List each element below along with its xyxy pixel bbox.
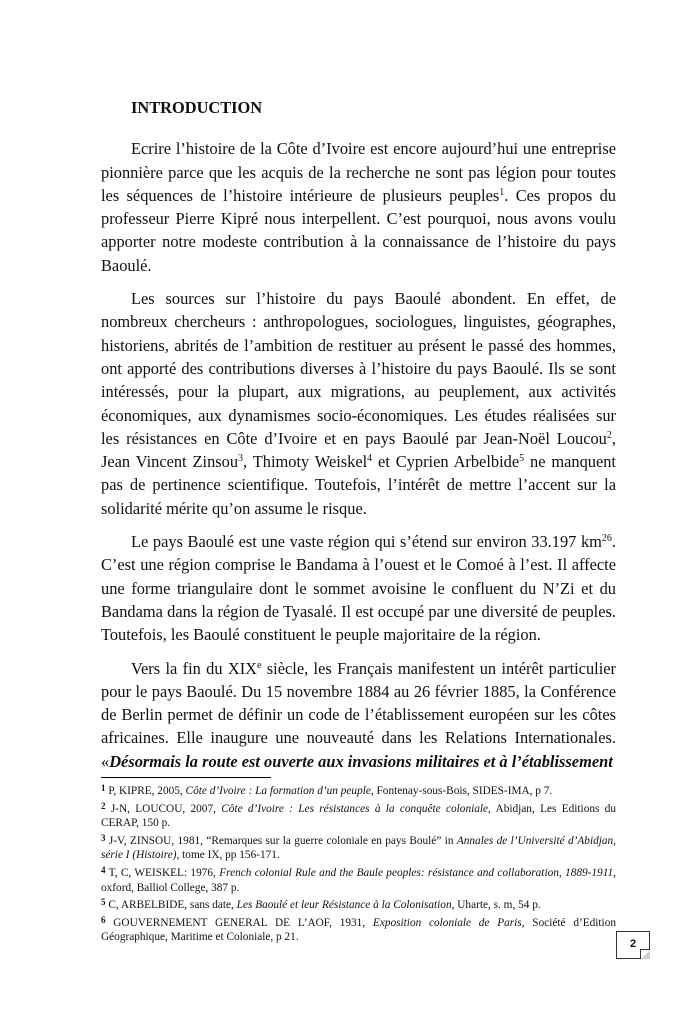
page-number-box (616, 931, 650, 959)
paragraph-4 (101, 657, 616, 773)
paragraph-2 (101, 287, 616, 520)
p2-text-a: Les sources sur l’histoire du pays Baoulé abondent. En effet, de nombreux chercheurs : anthropologues, sociologues, linguistes, géographes, historiens, abrités de l’ambition de restituer au présent le passé des hommes, ont apporté des contributions diverses à l’histoire du pays Baoulé. Ils se sont intéressés, pour la plupart, aux migrations, au peuplement, aux activités économiques, aux dynamismes socio-économiques. Les études réalisées sur les résistances en Côte d’Ivoire et en pays Baoulé par Jean-Noël Loucou (101, 289, 616, 448)
footnote (101, 781, 616, 799)
footnote-number: 2 (101, 800, 106, 811)
footnote-text: C, ARBELBIDE, sans date, (105, 899, 237, 912)
footnote-text: , Société d’Edition Géographique, Maritime et Coloniale, p 21. (101, 916, 616, 944)
p3-text-b: . C’est une région comprise le Bandama à l’ouest et le Comoé à l’est. Il affecte une forme triangulaire dont le sommet avoisine le confluent du N’Zi et du Bandama dans la région de Tyasalé. Il est occupé par une diversité de peuples. Toutefois, les Baoulé constituent le peuple majoritaire de la région. (101, 532, 616, 645)
p4-text-b: siècle, les Français manifestent un intérêt particulier pour le pays Baoulé. Du 15 novembre 1884 au 26 février 1885, la Conférence de Berlin permet de définir un code de l’établissement européen sur les côtes africaines. Elle inaugure une nouveauté dans les Relations Internationales. « (101, 658, 616, 771)
footnote-text: , tome IX, pp 156-171. (176, 849, 280, 862)
footnote (101, 831, 616, 863)
page-curl-icon (640, 949, 650, 959)
footnote-text: , Abidjan, Les Editions du CERAP, 150 p. (101, 802, 617, 830)
century-superscript: e (257, 659, 262, 671)
footnote-text: J-N, LOUCOU, 2007, (105, 802, 222, 815)
footnote-title: Exposition coloniale de Paris (372, 916, 522, 929)
p1-text-a: Ecrire l’histoire de la Côte d’Ivoire est encore aujourd’hui une entreprise pionnière parce que les acquis de la recherche ne sont pas légion pour toutes les séquences de l’histoire intérieure de plusieurs peuples (101, 139, 616, 205)
footnote-text: , Fontenay-sous-Bois, SIDES-IMA, p 7. (370, 785, 553, 797)
footnote-ref-1[interactable]: 1 (499, 186, 505, 198)
footnote-number: 3 (101, 832, 106, 843)
footnote-ref-3[interactable]: 3 (238, 453, 244, 465)
footnote-number: 1 (101, 783, 106, 793)
p4-text-a: Vers la fin du XIX (131, 658, 258, 678)
footnote-number: 6 (101, 914, 106, 925)
footnotes (101, 777, 616, 945)
footnote (101, 799, 616, 831)
footnote-text: GOUVERNEMENT GENERAL DE L’AOF, 1931, (105, 916, 373, 929)
footnote-text: J-V, ZINSOU, 1981, “Remarques sur la guerre coloniale en pays Boulé” in (105, 834, 457, 847)
paragraph-1 (101, 137, 616, 277)
p3-text-a: Le pays Baoulé est une vaste région qui s’étend sur environ 33.197 km (131, 532, 602, 552)
footnote-ref-5[interactable]: 5 (519, 453, 525, 465)
p2-text-e: ne manquent pas de pertinence scientifique. Toutefois, l’intérêt de mettre l’accent sur la solidarité mérite qu’on assume le risque. (101, 452, 616, 518)
section-heading: INTRODUCTION (131, 98, 263, 117)
footnote-text: , oxford, Balliol College, 387 p. (101, 866, 616, 894)
page-number: 2 (629, 938, 637, 950)
p2-text-d: et Cyprien Arbelbide (372, 452, 520, 472)
p1-text-b: . Ces propos du professeur Pierre Kipré nous interpellent. C’est pourquoi, nous avons voulu apporter notre modeste contribution à la connaissance de l’histoire du pays Baoulé. (101, 185, 616, 275)
footnote (101, 863, 616, 895)
footnote (101, 895, 616, 913)
p2-text-b: , Jean Vincent Zinsou (101, 428, 616, 472)
main-text (101, 96, 616, 783)
footnote (101, 913, 616, 945)
footnote-text: , Uharte, s. m, 54 p. (451, 899, 541, 912)
footnote-title: Annales de l’Université d’Abidjan, série I (Histoire) (101, 834, 616, 862)
footnote-ref-2[interactable]: 2 (606, 429, 612, 441)
footnote-title: Les Baoulé et leur Résistance à la Colonisation (236, 899, 452, 912)
footnote-title: Côte d’Ivoire : Les résistances à la conquête coloniale (221, 802, 489, 815)
footnote-title: Côte d’Ivoire : La formation d’un peuple (185, 785, 371, 797)
footnote-text: T, C, WEISKEL: 1976, (105, 866, 220, 879)
paragraph-3 (101, 530, 616, 646)
footnote-separator (101, 777, 271, 778)
footnote-number: 5 (101, 897, 106, 908)
p4-quote-italic: Désormais la route est ouverte aux invasions militaires et à l’établissement (109, 751, 613, 771)
footnote-title: French colonial Rule and the Baule peoples: résistance and collaboration, 1889-1911 (219, 866, 614, 879)
footnote-ref-4[interactable]: 4 (367, 453, 373, 465)
footnote-number: 4 (101, 864, 106, 875)
footnote-text: P, KIPRE, 2005, (105, 785, 186, 797)
footnote-ref-26[interactable]: 26 (601, 533, 612, 545)
p2-text-c: , Thimoty Weiskel (243, 452, 368, 472)
